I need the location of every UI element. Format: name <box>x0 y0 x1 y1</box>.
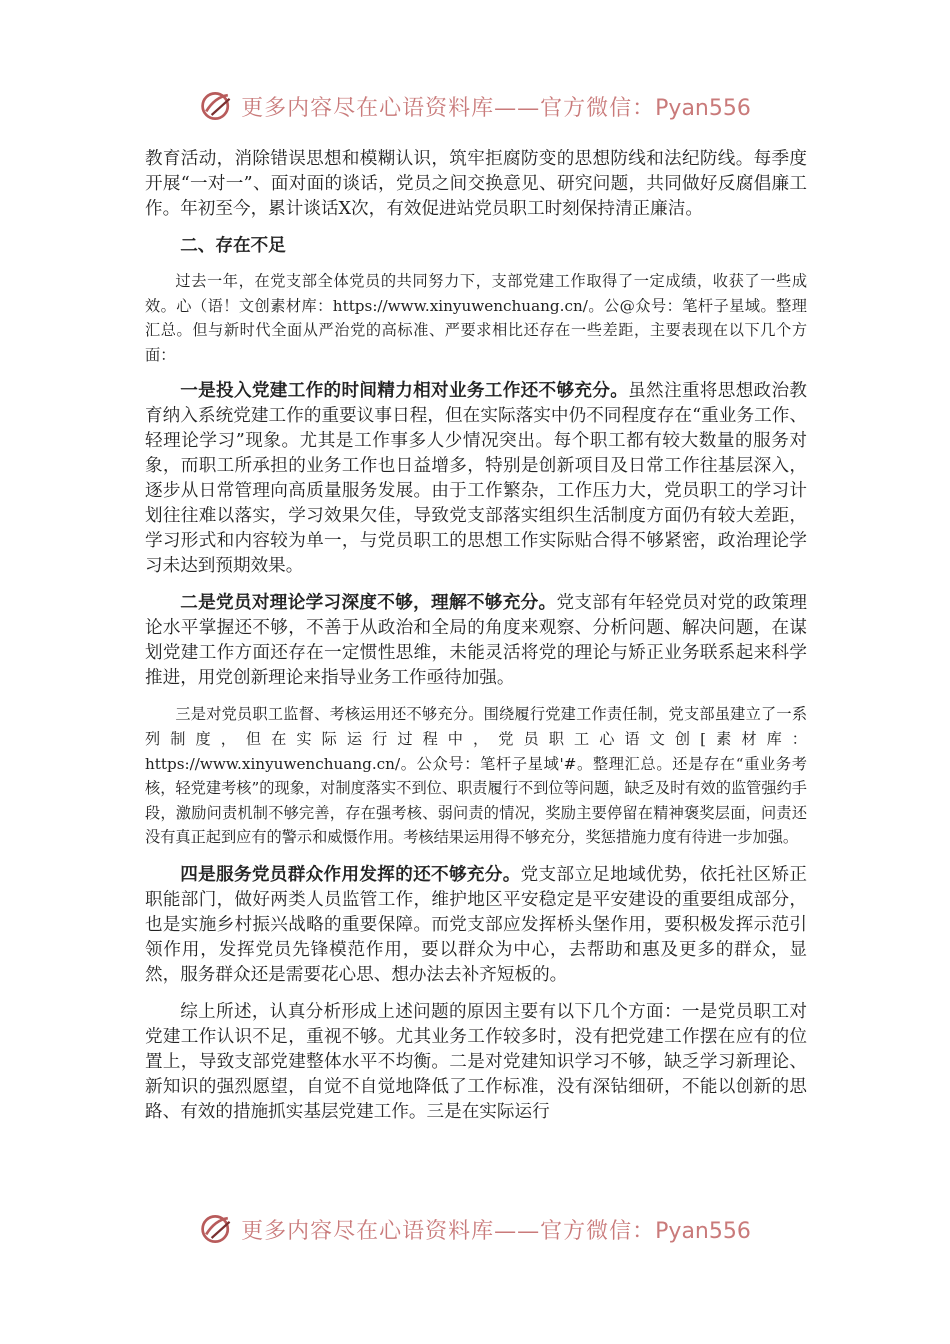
document-body <box>145 147 807 1125</box>
banner-title: 更多内容尽在心语资料库 <box>241 1218 495 1244</box>
point-one-paragraph <box>145 378 807 579</box>
footer-watermark-banner <box>0 1207 950 1251</box>
point-four-lead: 四是服务党员群众作用发挥的还不够充分。 <box>180 863 521 885</box>
banner-wechat-id: Pyan556 <box>655 1218 751 1244</box>
banner-label: 官方微信： <box>540 95 656 121</box>
point-two-paragraph <box>145 590 807 691</box>
banner-text-line <box>241 91 751 122</box>
conclusion-paragraph: 综上所述，认真分析形成上述问题的原因主要有以下几个方面：一是党员职工对党建工作认识不足，重视不够。尤其业务工作较多时，没有把党建工作摆在应有的位置上，导致支部党建整体水平不均衡。二是对党建知识学习不够，缺乏学习新理论、新知识的强烈愿望，自觉不自觉地降低了工作标准，没有深钻细研，不能以创新的思路、有效的措施抓实基层党建工作。三是在实际运行 <box>145 1001 807 1122</box>
banner-separator: —— <box>494 95 541 121</box>
point-three-paragraph: 三是对党员职工监督、考核运用还不够充分。围绕履行党建工作责任制，党支部虽建立了一系列制度，但在实际运行过程中，党员职工心语文创[素材库：https://www.xinyuwenchuang.cn/。公众号：笔杆子星域'#。整理汇总。还是存在“重业务考核，轻党建考核”的现象，对制度落实不到位、职责履行不到位等问题，缺乏及时有效的监管强约手段，激励问责机制不够完善，存在强考核、弱问责的情况，奖励主要停留在精神褒奖层面，问责还没有真正起到应有的警示和威慑作用。考核结果运用得不够充分，奖惩措施力度有待进一步加强。 <box>145 705 807 847</box>
banner-separator: —— <box>494 1218 541 1244</box>
header-watermark-banner <box>0 84 950 128</box>
point-one-lead: 一是投入党建工作的时间精力相对业务工作还不够充分。 <box>180 380 629 402</box>
point-two-lead: 二是党员对理论学习深度不够，理解不够充分。 <box>180 592 557 614</box>
banner-wechat-id: Pyan556 <box>655 95 751 121</box>
point-four-paragraph <box>145 862 807 988</box>
section-heading-shortcomings: 二、存在不足 <box>180 235 286 256</box>
summary-paragraph: 过去一年，在党支部全体党员的共同努力下，支部党建工作取得了一定成绩，收获了一些成效。心（语！文创素材库：https://www.xinyuwenchuang.cn/。公@众号：笔杆子星域。整理汇总。但与新时代全面从严治党的高标准、严要求相比还存在一些差距，主要表现在以下几个方面： <box>145 272 807 364</box>
book-pen-logo-icon <box>199 88 235 124</box>
banner-title: 更多内容尽在心语资料库 <box>241 95 495 121</box>
point-four-body: 党支部立足地域优势，依托社区矫正职能部门，做好两类人员监管工作，维护地区平安稳定是平安建设的重要组成部分，也是实施乡村振兴战略的重要保障。而党支部应发挥桥头堡作用，要积极发挥示范引领作用，发挥党员先锋模范作用，要以群众为中心，去帮助和惠及更多的群众，显然，服务群众还是需要花心思、想办法去补齐短板的。 <box>145 864 807 985</box>
book-pen-logo-icon <box>199 1211 235 1247</box>
intro-paragraph: 教育活动，消除错误思想和模糊认识，筑牢拒腐防变的思想防线和法纪防线。每季度开展“一对一”、面对面的谈话，党员之间交换意见、研究问题，共同做好反腐倡廉工作。年初至今，累计谈话X次，有效促进站党员职工时刻保持清正廉洁。 <box>145 149 807 219</box>
point-two-body: 党支部有年轻党员对党的政策理论水平掌握还不够，不善于从政治和全局的角度来观察、分析问题、解决问题，在谋划党建工作方面还存在一定惯性思维，未能灵活将党的理论与矫正业务联系起来科学推进，用党创新理论来指导业务工作亟待加强。 <box>145 593 807 689</box>
point-one-body: 虽然注重将思想政治教育纳入系统党建工作的重要议事日程，但在实际落实中仍不同程度存在“重业务工作、轻理论学习”现象。尤其是工作事多人少情况突出。每个职工都有较大数量的服务对象，而职工所承担的业务工作也日益增多，特别是创新项目及日常工作往基层深入，逐步从日常管理向高质量服务发展。由于工作繁杂，工作压力大，党员职工的学习计划往往难以落实，学习效果欠佳，导致党支部落实组织生活制度方面仍有较大差距，学习形式和内容较为单一，与党员职工的思想工作实际贴合得不够紧密，政治理论学习未达到预期效果。 <box>145 381 807 577</box>
banner-text-line <box>241 1214 751 1245</box>
banner-label: 官方微信： <box>540 1218 656 1244</box>
